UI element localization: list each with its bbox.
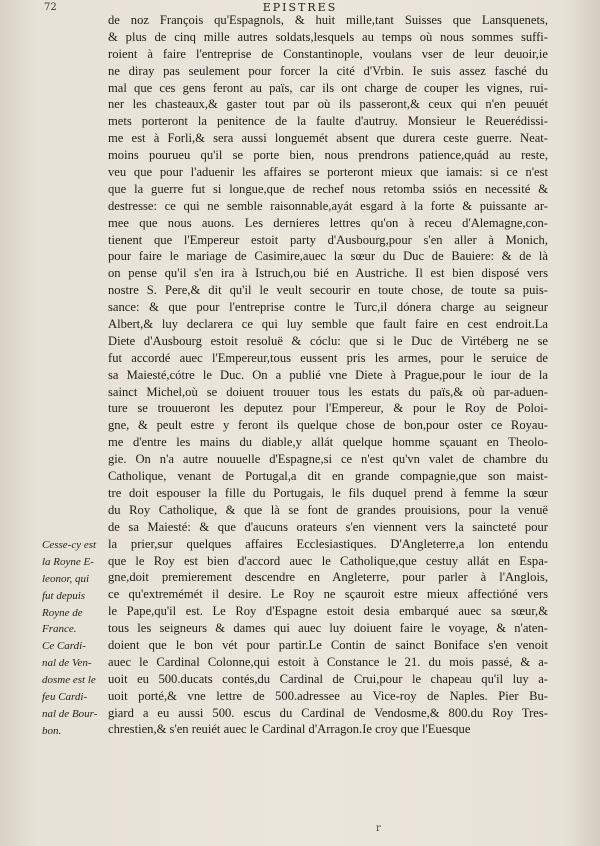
text-line: tous les seigneurs & dames qui auec luy doiuent faire le voyage, & n'aten- [108, 621, 548, 636]
text-line: & plus de cinq mille autres soldats,lesquels au temps où nous sommes suffi- [108, 29, 548, 44]
text-line: ne diray pas seulement pour forcer la cité d'Vrbin. Ie suis assez fasché du [108, 63, 548, 78]
text-line: mee que nous auons. Les dernieres lettres qu'on à receu d'Alemagne,con- [108, 215, 548, 230]
text-line: que le Roy est bien d'accord auec le Catholique,que cestuy allát en Espa- [108, 553, 548, 568]
catch-mark: r [376, 823, 381, 834]
text-line: tienent que l'Empereur estoit party d'Ausbourg,pour s'en aller à Monich, [108, 232, 548, 247]
text-line: nostre S. Pere,& dit qu'il le veult secourir en toute chose, de toute sa puis- [108, 283, 548, 298]
text-line: on pense qu'il s'en ira à Istruch,ou bié en Austriche. Il est bien disposé vers [108, 266, 548, 281]
text-line: de noz François qu'Espagnols, & huit mille,tant Suisses que Lansquenets, [108, 13, 548, 27]
text-line: mets porteront la penitence de la faulte d'autruy. Monsieur le Reuerédissi- [108, 114, 548, 129]
margin-note-line: la Royne E- [42, 555, 94, 568]
text-line: moins pourueu qu'il se porte bien, nous prendrons patience,quád au reste, [108, 148, 548, 163]
margin-note-line: bon. [42, 724, 62, 737]
text-line: me est à Forli,& sera aussi longuemét absent que durera ceste guerre. Neat- [108, 131, 548, 146]
text-line: fut accordé auec l'Empereur,tous eussent pris les armes, pour le seruice de [108, 350, 548, 365]
text-line: Diete d'Ausbourg estoit resoluë & cóclu: que si le Duc de Virtéberg ne se [108, 333, 548, 348]
text-line: que la guerre fut si longue,que de rechef nous retomba ssiós en necessité & [108, 181, 548, 196]
text-line: du Roy Catholique, & que là se font de grandes prouisions, pour la venuë [108, 502, 548, 517]
text-line: ture se trouueront les deputez pour l'Empereur, & pour le Roy de Poloi- [108, 401, 548, 416]
text-line: tre doit espouser la fille du Portugais, le fils duquel prend à femme la sœur [108, 485, 548, 500]
text-line: Albert,& luy declarera ce qui luy semble que fault faire en cest endroit.La [108, 317, 548, 332]
text-line: ce qu'extremémét il desire. Le Roy ne sçauroit estre mieux affectióné vers [108, 587, 548, 602]
text-line: ner les chasteaux,& gaster tout par où ils passeront,& ceux qui n'en peuuét [108, 97, 548, 112]
margin-notes [42, 537, 106, 740]
text-line: destresse: ce qui ne semble raisonnable,ayát esgard à la forte & puissante ar- [108, 198, 548, 213]
text-line: doient que le bon vét pour partir.Le Contin de sainct Boniface s'en venoit [108, 637, 548, 652]
margin-note-line: France. [42, 623, 77, 636]
text-line: la prier,sur quelques affaires Ecclesiastiques. D'Angleterre,a lon entendu [108, 536, 548, 551]
text-line: roient à faire l'entreprise de Constantinople, voulans vser de leur deuoir,ie [108, 46, 548, 61]
margin-note-line: Royne de [42, 606, 83, 619]
margin-note-line: Cesse-cy est [42, 539, 97, 551]
text-line: sainct Michel,où se doiuent trouuer tous les estats du païs,& où par-aduen- [108, 384, 548, 399]
running-head: EPISTRES [262, 1, 338, 14]
text-line: uoit porté,& vne lettre de 500.adressee au Vice-roy de Naples. Pier Bu- [108, 688, 548, 703]
text-line: gne,doit premierement descendre en Angleterre, pour parler à l'Anglois, [108, 570, 548, 585]
text-line: me d'entre les mains du diable,y allát quelque homme sçauant en Theolo- [108, 435, 548, 450]
text-line: chrestien,& s'en reuiét auec le Cardinal d'Arragon.Ie croy que l'Euesque [108, 722, 471, 737]
text-line: auec le Cardinal Colonne,qui estoit à Constance le 21. du mois passé, & a- [108, 654, 548, 669]
margin-note-line: dosme est le [42, 674, 96, 687]
text-line: Catholique, venant de Portugal,a dit en grande compagnie,que son maist- [108, 469, 548, 484]
margin-note-line: nal de Bour- [42, 707, 98, 720]
margin-note-line: nal de Ven- [42, 657, 92, 670]
margin-note-line: feu Cardi- [42, 691, 88, 704]
text-line: pour faire le mariage de Casimire,auec la sœur du Duc de Bauiere: & de là [108, 249, 548, 264]
text-line: le Pape,qu'il est. Le Roy d'Espagne estoit desia embarqué auec sa sœur,& [108, 604, 548, 619]
text-line: uoit eu 500.ducats contés,du Cardinal de Crui,pour le chapeau qu'il luy a- [108, 671, 548, 686]
body-text [108, 12, 548, 738]
text-line: gie. On n'a autre nouuelle d'Espagne,si ce n'est qu'vn valet de chambre du [108, 452, 548, 467]
text-line: sance: & que pour l'entreprise contre le Turc,il dónera charge au seigneur [108, 300, 548, 315]
text-line: veu que pour l'aduenir les affaires se porteront mieux que iamais: si ce n'est [108, 165, 548, 180]
margin-note-line: fut depuis [42, 589, 86, 602]
text-line: sa Maiesté,cótre le Duc. On a publié vne Diete à Prague,pour le iour de la [108, 367, 548, 382]
margin-note-line: leonor, qui [42, 572, 90, 585]
margin-note-line: Ce Cardi- [42, 640, 86, 653]
page-number: 72 [44, 2, 57, 13]
text-line: gne, & peult estre y feront ils quelque chose de bon,pour oster ce Royau- [108, 418, 548, 433]
text-line: mal que ces gens feront au païs, car ils ont charge de couper les vignes, rui- [108, 80, 548, 95]
text-line: de sa Maiesté: & que d'aucuns orateurs s'en viennent vers la saincteté pour [108, 519, 548, 534]
text-line: giard a eu aussi 500. escus du Cardinal de Vendosme,& 800.du Roy Tres- [108, 705, 548, 720]
